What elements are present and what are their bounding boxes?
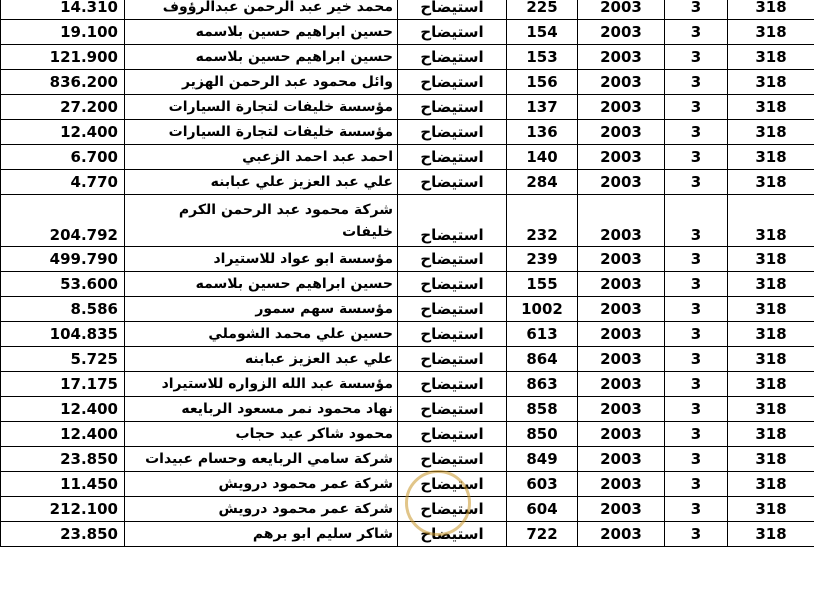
office-cell: 318 — [728, 195, 814, 247]
office-cell: 318 — [728, 70, 814, 95]
number-cell: 155 — [507, 272, 578, 297]
name-cell: مؤسسة خليفات لتجارة السيارات — [125, 95, 398, 120]
amount-cell: 212.100 — [1, 497, 125, 522]
number-cell: 154 — [507, 20, 578, 45]
year-cell: 2003 — [578, 247, 665, 272]
type-cell: استيضاح — [398, 70, 507, 95]
number-cell: 1002 — [507, 297, 578, 322]
table-row — [1, 70, 814, 95]
number-cell: 858 — [507, 397, 578, 422]
name-cell: شركة محمود عبد الرحمن الكرم خليفات — [125, 195, 398, 247]
office-cell: 318 — [728, 45, 814, 70]
name-cell: مؤسسة سهم سمور — [125, 297, 398, 322]
type-cell: استيضاح — [398, 170, 507, 195]
code-cell: 3 — [665, 70, 728, 95]
table-row — [1, 20, 814, 45]
type-cell: استيضاح — [398, 297, 507, 322]
amount-cell: 17.175 — [1, 372, 125, 397]
table-row — [1, 45, 814, 70]
number-cell: 137 — [507, 95, 578, 120]
office-cell: 318 — [728, 95, 814, 120]
type-cell: استيضاح — [398, 522, 507, 547]
name-cell: علي عبد العزيز علي عبابنه — [125, 170, 398, 195]
number-cell: 156 — [507, 70, 578, 95]
table-row — [1, 120, 814, 145]
amount-cell: 836.200 — [1, 70, 125, 95]
name-cell: حسين ابراهيم حسين بلاسمه — [125, 20, 398, 45]
code-cell: 3 — [665, 497, 728, 522]
number-cell: 863 — [507, 372, 578, 397]
year-cell: 2003 — [578, 70, 665, 95]
type-cell: استيضاح — [398, 145, 507, 170]
year-cell: 2003 — [578, 322, 665, 347]
office-cell: 318 — [728, 20, 814, 45]
amount-cell: 12.400 — [1, 120, 125, 145]
office-cell: 318 — [728, 170, 814, 195]
number-cell: 140 — [507, 145, 578, 170]
code-cell: 3 — [665, 95, 728, 120]
office-cell: 318 — [728, 247, 814, 272]
table-row — [1, 497, 814, 522]
type-cell: استيضاح — [398, 20, 507, 45]
name-cell: علي عبد العزيز عبابنه — [125, 347, 398, 372]
amount-cell: 53.600 — [1, 272, 125, 297]
type-cell: استيضاح — [398, 397, 507, 422]
name-cell: حسين ابراهيم حسين بلاسمه — [125, 45, 398, 70]
year-cell: 2003 — [578, 347, 665, 372]
type-cell: استيضاح — [398, 0, 507, 20]
number-cell: 136 — [507, 120, 578, 145]
name-cell: احمد عبد احمد الزعبي — [125, 145, 398, 170]
name-cell: شركة عمر محمود درويش — [125, 497, 398, 522]
office-cell: 318 — [728, 497, 814, 522]
table-row — [1, 322, 814, 347]
number-cell: 864 — [507, 347, 578, 372]
office-cell: 318 — [728, 322, 814, 347]
code-cell: 3 — [665, 372, 728, 397]
table-row — [1, 347, 814, 372]
number-cell: 232 — [507, 195, 578, 247]
number-cell: 284 — [507, 170, 578, 195]
code-cell: 3 — [665, 170, 728, 195]
name-cell: شاكر سليم ابو برهم — [125, 522, 398, 547]
office-cell: 318 — [728, 297, 814, 322]
name-cell: مؤسسة عبد الله الزواره للاستيراد — [125, 372, 398, 397]
name-cell: نهاد محمود نمر مسعود الربايعه — [125, 397, 398, 422]
table-row — [1, 145, 814, 170]
table-row — [1, 522, 814, 547]
year-cell: 2003 — [578, 272, 665, 297]
code-cell: 3 — [665, 472, 728, 497]
year-cell: 2003 — [578, 372, 665, 397]
table-row — [1, 297, 814, 322]
office-cell: 318 — [728, 472, 814, 497]
code-cell: 3 — [665, 397, 728, 422]
type-cell: استيضاح — [398, 347, 507, 372]
code-cell: 3 — [665, 145, 728, 170]
name-cell: محمود شاكر عيد حجاب — [125, 422, 398, 447]
code-cell: 3 — [665, 195, 728, 247]
year-cell: 2003 — [578, 145, 665, 170]
amount-cell: 11.450 — [1, 472, 125, 497]
year-cell: 2003 — [578, 195, 665, 247]
type-cell: استيضاح — [398, 322, 507, 347]
office-cell: 318 — [728, 145, 814, 170]
year-cell: 2003 — [578, 170, 665, 195]
table-row — [1, 372, 814, 397]
code-cell: 3 — [665, 0, 728, 20]
year-cell: 2003 — [578, 20, 665, 45]
type-cell: استيضاح — [398, 120, 507, 145]
code-cell: 3 — [665, 522, 728, 547]
year-cell: 2003 — [578, 522, 665, 547]
number-cell: 239 — [507, 247, 578, 272]
number-cell: 604 — [507, 497, 578, 522]
type-cell: استيضاح — [398, 422, 507, 447]
table-row — [1, 472, 814, 497]
type-cell: استيضاح — [398, 497, 507, 522]
code-cell: 3 — [665, 422, 728, 447]
type-cell: استيضاح — [398, 272, 507, 297]
records-table-body — [1, 0, 814, 547]
table-row — [1, 170, 814, 195]
amount-cell: 19.100 — [1, 20, 125, 45]
code-cell: 3 — [665, 247, 728, 272]
table-row — [1, 272, 814, 297]
year-cell: 2003 — [578, 95, 665, 120]
type-cell: استيضاح — [398, 447, 507, 472]
year-cell: 2003 — [578, 422, 665, 447]
code-cell: 3 — [665, 272, 728, 297]
number-cell: 603 — [507, 472, 578, 497]
office-cell: 318 — [728, 397, 814, 422]
year-cell: 2003 — [578, 297, 665, 322]
type-cell: استيضاح — [398, 247, 507, 272]
name-cell: حسين علي محمد الشوملي — [125, 322, 398, 347]
amount-cell: 12.400 — [1, 422, 125, 447]
name-cell: شركة سامي الربايعه وحسام عبيدات — [125, 447, 398, 472]
name-cell: وائل محمود عبد الرحمن الهزير — [125, 70, 398, 95]
table-row — [1, 95, 814, 120]
amount-cell: 27.200 — [1, 95, 125, 120]
amount-cell: 121.900 — [1, 45, 125, 70]
table-row — [1, 447, 814, 472]
table-row — [1, 422, 814, 447]
type-cell: استيضاح — [398, 45, 507, 70]
number-cell: 849 — [507, 447, 578, 472]
code-cell: 3 — [665, 297, 728, 322]
office-cell: 318 — [728, 120, 814, 145]
year-cell: 2003 — [578, 0, 665, 20]
year-cell: 2003 — [578, 497, 665, 522]
office-cell: 318 — [728, 372, 814, 397]
amount-cell: 104.835 — [1, 322, 125, 347]
code-cell: 3 — [665, 347, 728, 372]
name-cell: مؤسسة ابو عواد للاستيراد — [125, 247, 398, 272]
table-row — [1, 397, 814, 422]
office-cell: 318 — [728, 447, 814, 472]
code-cell: 3 — [665, 20, 728, 45]
amount-cell: 6.700 — [1, 145, 125, 170]
table-row — [1, 0, 814, 20]
amount-cell: 12.400 — [1, 397, 125, 422]
table-row — [1, 195, 814, 247]
number-cell: 225 — [507, 0, 578, 20]
amount-cell: 14.310 — [1, 0, 125, 20]
year-cell: 2003 — [578, 397, 665, 422]
office-cell: 318 — [728, 0, 814, 20]
number-cell: 722 — [507, 522, 578, 547]
code-cell: 3 — [665, 120, 728, 145]
year-cell: 2003 — [578, 120, 665, 145]
amount-cell: 499.790 — [1, 247, 125, 272]
year-cell: 2003 — [578, 447, 665, 472]
amount-cell: 5.725 — [1, 347, 125, 372]
name-cell: محمد خير عبد الرحمن عبدالرؤوف — [125, 0, 398, 20]
type-cell: استيضاح — [398, 95, 507, 120]
office-cell: 318 — [728, 347, 814, 372]
number-cell: 613 — [507, 322, 578, 347]
number-cell: 153 — [507, 45, 578, 70]
code-cell: 3 — [665, 322, 728, 347]
name-cell: مؤسسة خليفات لتجارة السيارات — [125, 120, 398, 145]
amount-cell: 204.792 — [1, 195, 125, 247]
name-cell: شركة عمر محمود درويش — [125, 472, 398, 497]
table-row — [1, 247, 814, 272]
year-cell: 2003 — [578, 472, 665, 497]
type-cell: استيضاح — [398, 372, 507, 397]
amount-cell: 4.770 — [1, 170, 125, 195]
amount-cell: 8.586 — [1, 297, 125, 322]
code-cell: 3 — [665, 45, 728, 70]
year-cell: 2003 — [578, 45, 665, 70]
office-cell: 318 — [728, 272, 814, 297]
office-cell: 318 — [728, 522, 814, 547]
type-cell: استيضاح — [398, 195, 507, 247]
office-cell: 318 — [728, 422, 814, 447]
amount-cell: 23.850 — [1, 522, 125, 547]
type-cell: استيضاح — [398, 472, 507, 497]
amount-cell: 23.850 — [1, 447, 125, 472]
number-cell: 850 — [507, 422, 578, 447]
code-cell: 3 — [665, 447, 728, 472]
name-cell: حسين ابراهيم حسين بلاسمه — [125, 272, 398, 297]
